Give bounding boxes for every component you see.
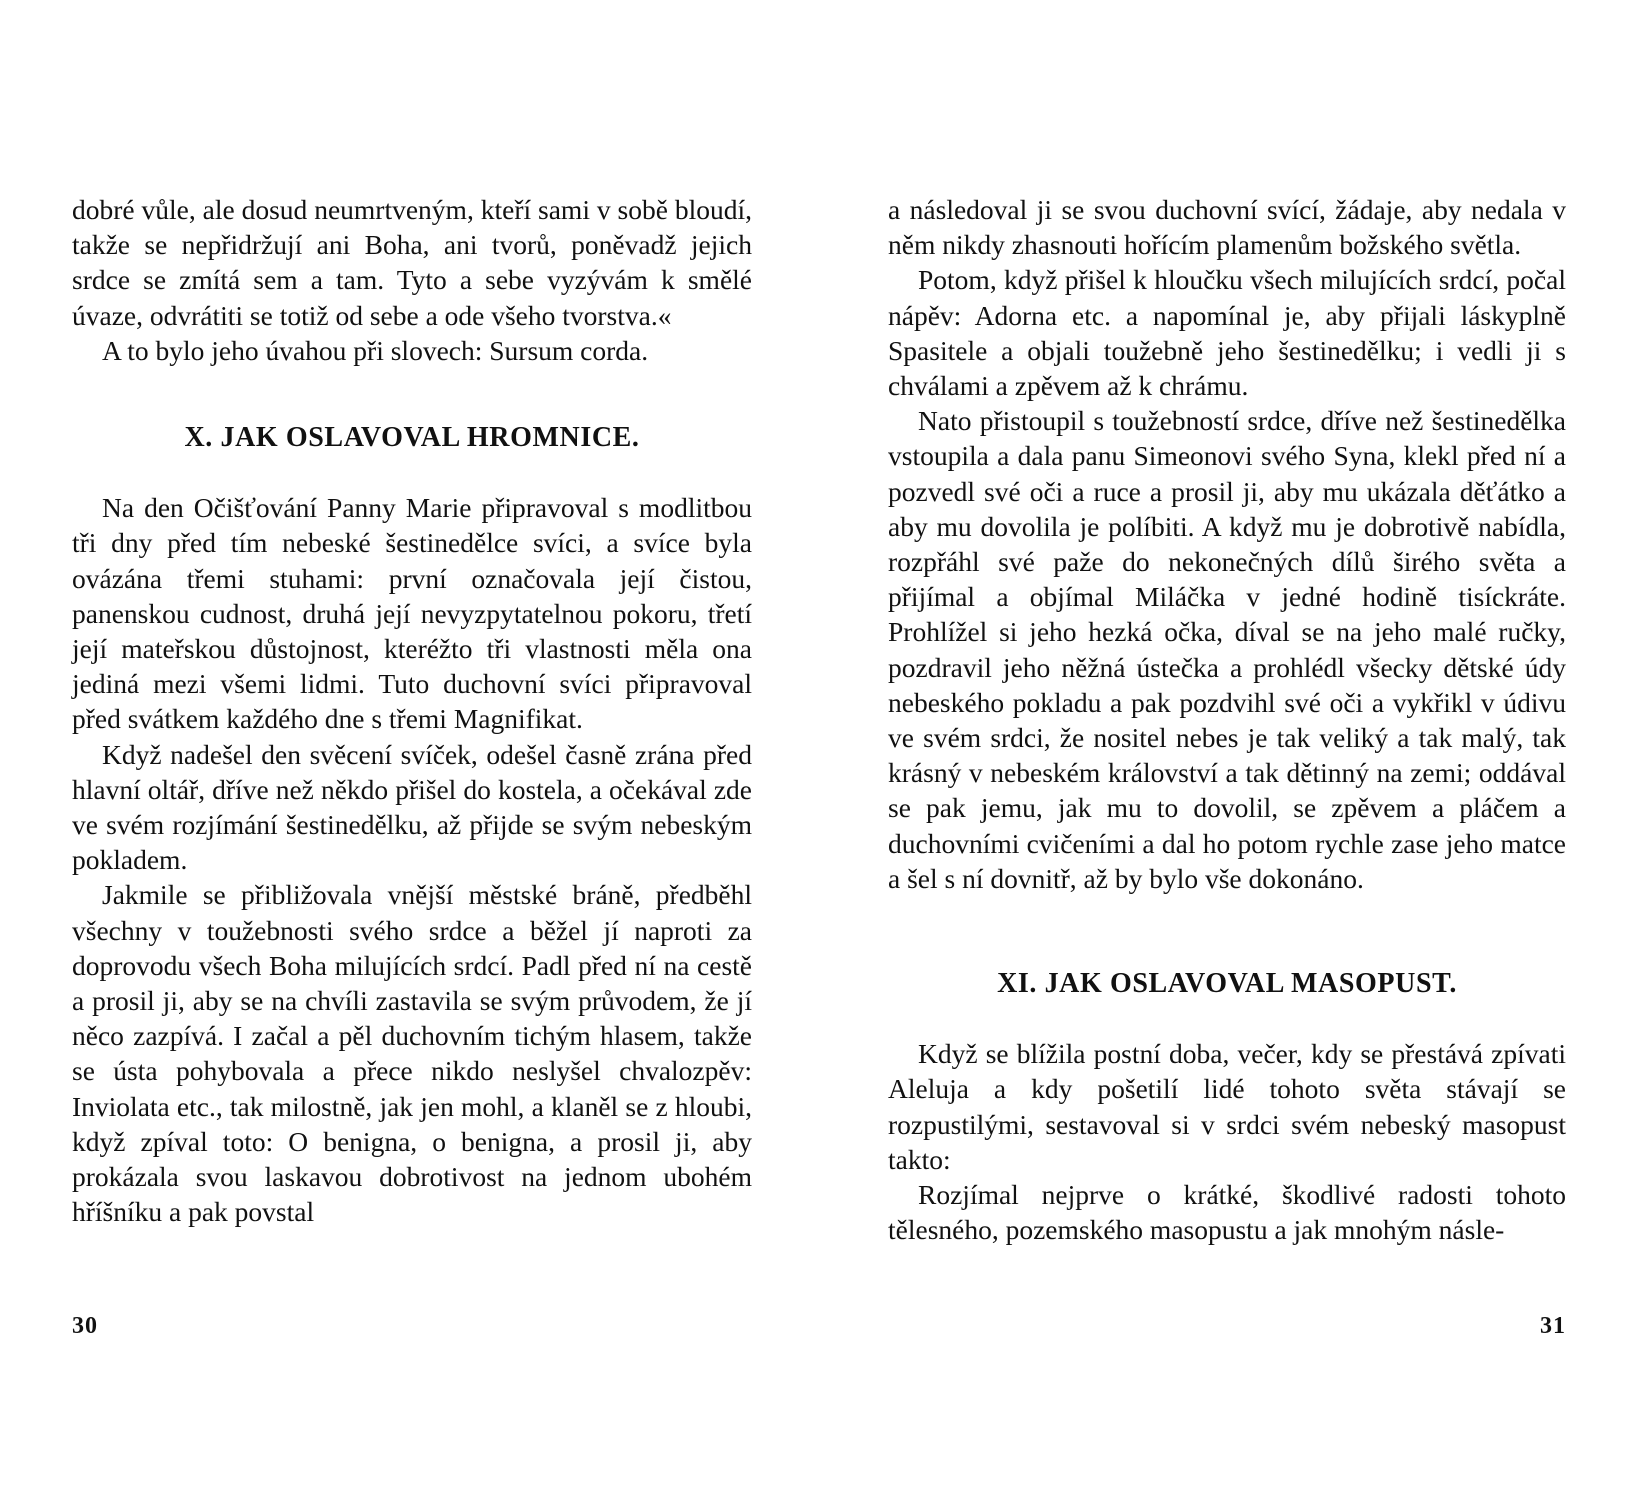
paragraph: dobré vůle, ale dosud neumrtveným, kteří sami v sobě bloudí, takže se nepřidržují ani Boha, ani tvorů, poněvadž jejich srdce se zmítá sem a tam. Tyto a sebe vyzývám k smělé úvaze, odvrátiti se totiž od sebe a ode všeho tvorstva.«	[72, 194, 752, 331]
page-number-left: 30	[72, 1313, 98, 1339]
paragraph: a následoval ji se svou duchovní svící, žádaje, aby nedala v něm nikdy zhasnouti hořícím plamenům božského světla.	[888, 194, 1566, 261]
paragraph: Nato přistoupil s toužebností srdce, dříve než šestinedělka vstoupila a dala panu Simeonovi svého Syna, klekl před ní a pozvedl své oči a ruce a prosil ji, aby mu ukázala děťátko a aby mu dovolila je políbiti. A když mu je dobrotivě nabídla, rozpřáhl své paže do nekonečných dílů širého světa a přijímal a objímal Miláčka v jedné hodině tisíckráte. Prohlížel si jeho hezká očka, díval se na jeho malé ručky, pozdravil jeho něžná ústečka a prohlédl všecky dětské údy nebeského pokladu a pak pozdvihl své oči a vykřikl v údivu ve svém srdci, že nositel nebes je tak veliký a tak malý, tak krásný v nebeském království a tak dětinný na zemi; oddával se pak jemu, jak mu to dovolil, se zpěvem a pláčem a duchovními cvičeními a dal ho potom rychle zase jeho matce a šel s ní dovnitř, až by bylo vše dokonáno.	[888, 405, 1566, 894]
chapter-heading-xi: XI. JAK OSLAVOVAL MASOPUST.	[997, 968, 1457, 1000]
left-page-text	[72, 192, 752, 1229]
paragraph: Jakmile se přibližovala vnější městské bráně, předběhl všechny v toužebnosti svého srdce a běžel jí naproti za doprovodu všech Boha milujících srdcí. Padl před ní na cestě a prosil ji, aby se na chvíli zastavila se svým průvodem, že jí něco zazpívá. I začal a pěl duchovním tichým hlasem, takže se ústa pohybovala a přece nikdo neslyšel chvalozpěv: Inviolata etc., tak milostně, jak jen mohl, a klaněl se z hloubi, když zpíval toto: O benigna, o benigna, a prosil ji, aby prokázala svou laskavou dobrotivost na jednom ubohém hříšníku a pak povstal	[72, 879, 752, 1228]
paragraph: Potom, když přišel k hloučku všech milujících srdcí, počal nápěv: Adorna etc. a napomínal je, aby přijali láskyplně Spasitele a objali toužebně jeho šestinedělku; i vedli ji s chválami a zpěvem až k chrámu.	[888, 264, 1566, 402]
paragraph: Na den Očišťování Panny Marie připravoval s modlitbou tři dny před tím nebeské šestinedělce svíci, a svíce byla ovázána třemi stuhami: první označovala její čistou, panenskou cudnost, druhá její nevyzpytatelnou pokoru, třetí její mateřskou důstojnost, kteréžto tři vlastnosti měla ona jediná mezi všemi lidmi. Tuto duchovní svíci připravoval před svátkem každého dne s třemi Magnifikat.	[72, 492, 752, 735]
paragraph: Když nadešel den svěcení svíček, odešel časně zrána před hlavní oltář, dříve než někdo přišel do kostela, a očekával zde ve svém rozjímání šestinedělku, až přijde se svým nebeským pokladem.	[72, 738, 752, 876]
chapter-heading-x: X. JAK OSLAVOVAL HROMNICE.	[184, 422, 640, 454]
paragraph: A to bylo jeho úvahou při slovech: Sursum corda.	[102, 334, 649, 366]
right-page-text	[888, 192, 1566, 1247]
page-number-right: 31	[1540, 1313, 1566, 1339]
left-page	[72, 0, 752, 1500]
paragraph: Rozjímal nejprve o krátké, škodlivé radosti tohoto tělesného, pozemského masopustu a jak mnohým násle-	[888, 1179, 1566, 1246]
right-page	[888, 0, 1566, 1500]
paragraph: Když se blížila postní doba, večer, kdy se přestává zpívati Aleluja a kdy pošetilí lidé tohoto světa stávají se rozpustilými, sestavoval si v srdci svém nebeský masopust takto:	[888, 1038, 1566, 1175]
